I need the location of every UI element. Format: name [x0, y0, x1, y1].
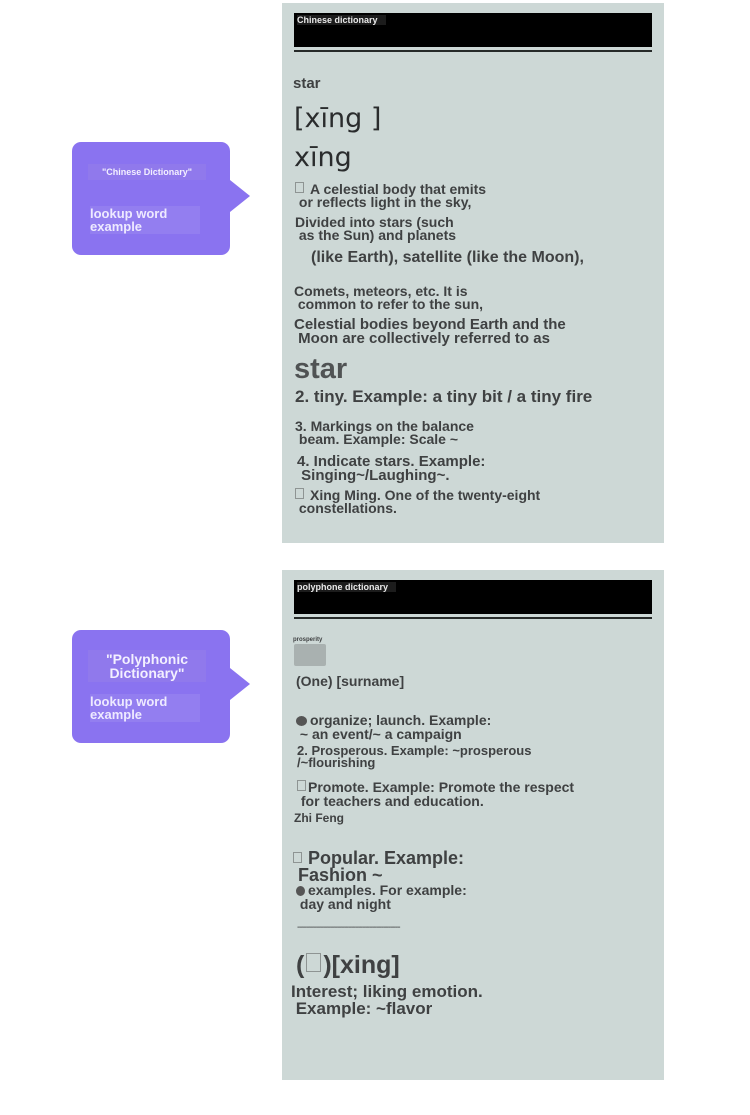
definition-line: Popular. Example: Fashion ~ — [293, 850, 464, 884]
chinese-dictionary-panel — [282, 3, 664, 543]
panel-header-title: Chinese dictionary — [297, 15, 386, 25]
missing-glyph-icon — [293, 852, 302, 863]
callout-title: "Chinese Dictionary" — [88, 164, 206, 180]
definition-line: examples. For example: day and night — [296, 883, 467, 911]
panel-header-bar — [294, 13, 652, 47]
missing-glyph-icon — [296, 716, 307, 726]
callout-polyphonic-dictionary — [72, 630, 230, 743]
definition-line: Interest; liking emotion. Example: ~flavor — [291, 982, 483, 1018]
definition-line: Xing Ming. One of the twenty-eight constellations. — [295, 488, 540, 515]
callout-pointer — [230, 180, 250, 212]
header-divider — [294, 617, 652, 619]
polyphone-dictionary-panel — [282, 570, 664, 1080]
entry-word: star — [293, 75, 321, 92]
definition-line: Zhi Feng — [294, 811, 344, 825]
definition-line: Celestial bodies beyond Earth and the Moon are collectively referred to as — [294, 316, 566, 347]
dashed-separator: -------------------------------------------- — [297, 922, 400, 933]
callout-title: "Polyphonic Dictionary" — [88, 650, 206, 682]
missing-glyph-icon — [296, 886, 305, 896]
definition-line: Divided into stars (such as the Sun) and planets — [295, 214, 457, 243]
missing-glyph-icon — [295, 182, 304, 193]
definition-line: (like Earth), satellite (like the Moon), — [311, 249, 584, 266]
definition-line: (One) [surname] — [296, 673, 405, 689]
callout-subtitle: lookup word example — [90, 694, 200, 722]
missing-glyph-icon — [295, 488, 304, 499]
definition-line: Comets, meteors, etc. It is common to refer to the sun, — [294, 283, 484, 312]
panel-header-title: polyphone dictionary — [297, 582, 396, 592]
panel-header-bar — [294, 580, 652, 614]
definition-line: organize; launch. Example: ~ an event/~ a campaign — [296, 713, 491, 741]
callout-chinese-dictionary — [72, 142, 230, 255]
pinyin-bracketed: [xīng ] — [294, 103, 382, 134]
missing-glyph-icon — [306, 953, 321, 972]
definition-word-large: star — [294, 353, 348, 385]
character-glyph — [294, 644, 326, 666]
definition-line: 4. Indicate stars. Example: Singing~/Laughing~. — [297, 453, 486, 484]
pronunciation-heading: ( )[xing] — [296, 951, 400, 979]
definition-line: Promote. Example: Promote the respect for teachers and education. — [297, 780, 574, 808]
callout-pointer — [230, 668, 250, 700]
definition-line: A celestial body that emits or reflects light in the sky, — [295, 182, 486, 209]
missing-glyph-icon — [297, 780, 306, 791]
definition-line: 3. Markings on the balance beam. Example: Scale ~ — [295, 418, 474, 447]
pinyin: xīng — [294, 142, 352, 173]
small-entry-word: prosperity — [293, 637, 323, 643]
callout-subtitle: lookup word example — [90, 206, 200, 234]
definition-line: 2. tiny. Example: a tiny bit / a tiny fire — [295, 387, 593, 406]
definition-line: 2. Prosperous. Example: ~prosperous /~flourishing — [297, 743, 532, 770]
header-divider — [294, 50, 652, 52]
